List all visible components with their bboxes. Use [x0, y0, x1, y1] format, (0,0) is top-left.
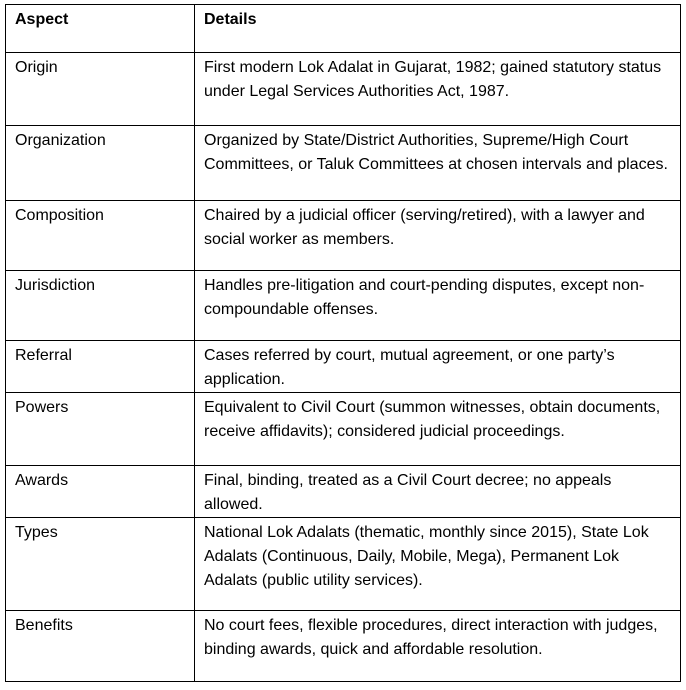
lok-adalat-table [5, 4, 681, 682]
row-aspect: Organization [6, 126, 195, 201]
row-aspect: Powers [6, 393, 195, 466]
table-header-row [6, 5, 681, 53]
row-aspect: Referral [6, 341, 195, 393]
row-details: Organized by State/District Authorities, Supreme/High Court Committees, or Taluk Committees at chosen intervals and places. [195, 126, 681, 201]
table-row [6, 393, 681, 466]
table-row [6, 466, 681, 518]
header-aspect: Aspect [6, 5, 195, 53]
table-row [6, 611, 681, 682]
header-details: Details [195, 5, 681, 53]
row-details: Handles pre-litigation and court-pending disputes, except non-compoundable offenses. [195, 271, 681, 341]
table-row [6, 126, 681, 201]
row-details: No court fees, flexible procedures, direct interaction with judges, binding awards, quick and affordable resolution. [195, 611, 681, 682]
row-aspect: Origin [6, 53, 195, 126]
row-aspect: Types [6, 518, 195, 611]
row-details: National Lok Adalats (thematic, monthly since 2015), State Lok Adalats (Continuous, Daily, Mobile, Mega), Permanent Lok Adalats (public utility services). [195, 518, 681, 611]
row-aspect: Composition [6, 201, 195, 271]
row-aspect: Awards [6, 466, 195, 518]
table-row [6, 201, 681, 271]
table-row [6, 271, 681, 341]
row-details: Equivalent to Civil Court (summon witnesses, obtain documents, receive affidavits); considered judicial proceedings. [195, 393, 681, 466]
row-details: Cases referred by court, mutual agreement, or one party’s application. [195, 341, 681, 393]
table-row [6, 53, 681, 126]
table-row [6, 518, 681, 611]
row-aspect: Benefits [6, 611, 195, 682]
row-details: Final, binding, treated as a Civil Court decree; no appeals allowed. [195, 466, 681, 518]
table-row [6, 341, 681, 393]
row-details: First modern Lok Adalat in Gujarat, 1982; gained statutory status under Legal Services Authorities Act, 1987. [195, 53, 681, 126]
row-aspect: Jurisdiction [6, 271, 195, 341]
row-details: Chaired by a judicial officer (serving/retired), with a lawyer and social worker as members. [195, 201, 681, 271]
